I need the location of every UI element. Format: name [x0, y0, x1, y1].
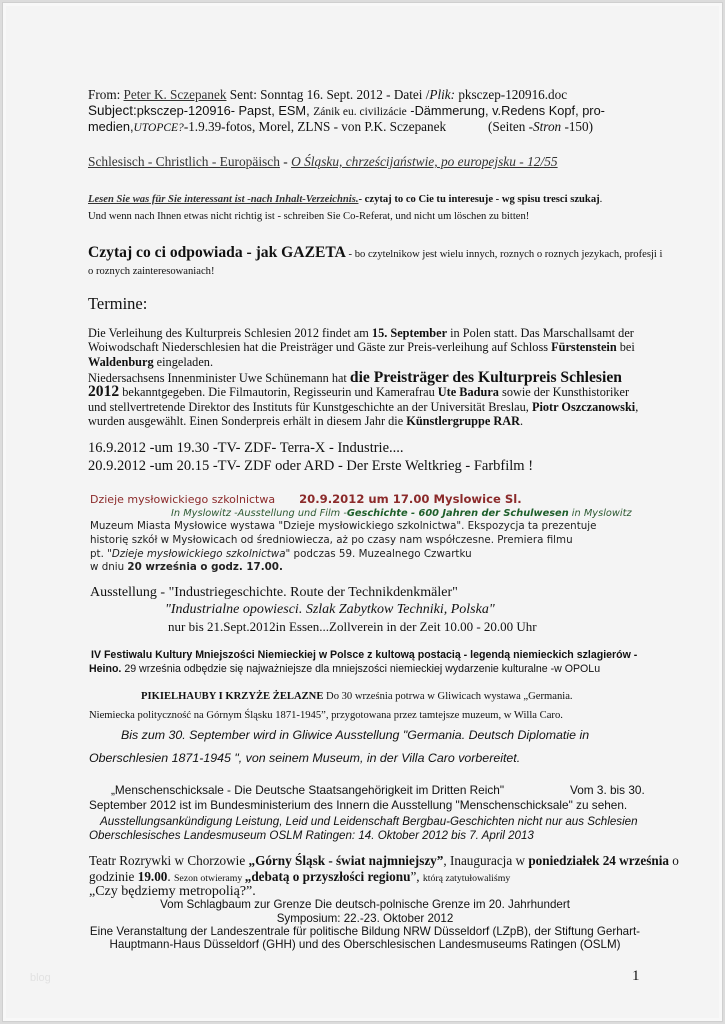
dzieje-line-3: [90, 547, 472, 561]
tv-entry-1: 16.9.2012 -um 19.30 -TV- ZDF- Terra-X - Industrie....: [88, 440, 404, 456]
menschen-line-3: Ausstellungsankündigung Leistung, Leid und Leidenschaft Bergbau-Geschichten nicht nur aus Schlesien: [100, 815, 638, 828]
toc-link[interactable]: Lesen Sie was für Sie interessant ist -nach Inhalt-Verzeichnis.: [88, 194, 359, 205]
subject-text-b: Zánik eu. civilizácie: [313, 106, 407, 118]
termine-heading: Termine:: [88, 294, 148, 313]
dzieje-title: Dzieje mysłowickiego szkolnictwa: [90, 493, 276, 506]
section-title-pl-link[interactable]: O Śląsku, chrześcijaństwie, po europejsku - 12/55: [291, 154, 558, 169]
menschen-line-4: Oberschlesisches Landesmuseum OSLM Ratingen: 14. Oktober 2012 bis 7. April 2013: [89, 829, 534, 842]
p2-name-1: Ute Badura: [437, 385, 499, 400]
from-label: From:: [88, 87, 124, 102]
section-title: [88, 154, 558, 170]
festiwal-line-1: IV Festiwalu Kultury Mniejszości Niemieckiej w Polsce z kultową postacią - legendą niemieckich szlagierów -: [91, 649, 638, 661]
dzieje-line-1: Muzeum Miasta Mysłowice wystawa "Dzieje mysłowickiego szkolnictwa". Ekspozycja ta prezentuje: [90, 520, 597, 532]
p2-heading: die Preisträger des Kulturpreis Schlesien 2012: [88, 369, 622, 401]
gazeta-text: - bo czytelnikow jest wielu innych, roznych o roznych jezykach, profesji i: [345, 249, 663, 260]
dzieje-l3-c: " podczas 59. Muzealnego Czwartku: [285, 548, 472, 560]
pikielhauby-line-1: [141, 689, 573, 704]
ausstellung-label: Ausstellung -: [90, 585, 169, 600]
teatr-text-h: .: [167, 869, 174, 884]
dzieje-l4-b: 20 września o godz. 17.00.: [127, 561, 283, 573]
ausstellung-line-3: nur bis 21.Sept.2012in Essen...Zollverein in der Zeit 10.00 - 20.00 Uhr: [168, 619, 537, 634]
subject-text-a: pksczep-120916- Papst, ESM,: [136, 103, 314, 118]
subject-text-c: -Dämmerung, v.Redens Kopf, pro-: [406, 103, 605, 118]
plik-label: Plik:: [429, 87, 456, 102]
p2-text-3: sowie der Kunsthistoriker und stellvertretende Direktor des Instituts für Kunstgeschichte an der Universität Breslau,: [88, 385, 630, 414]
tv-entry-2: 20.9.2012 -um 20.15 -TV- ZDF oder ARD - Der Erste Weltkrieg - Farbfilm !: [88, 458, 534, 474]
ausstellung-line-1: [90, 585, 458, 602]
pages-label: (Seiten -: [488, 119, 534, 134]
document-page: [2, 2, 723, 1022]
gazeta-heading: Czytaj co ci odpowiada - jak GAZETA: [88, 244, 346, 261]
menschen-line-2: September 2012 ist im Bundesministerium des Innern die Ausstellung "Menschenschicksale" zu sehen.: [89, 798, 628, 812]
gazeta-line-2: o roznych zainteresowaniach!: [88, 266, 215, 277]
teatr-text-c: , Inauguracja w: [443, 853, 529, 868]
dzieje-l3-a: pt. ": [90, 548, 112, 560]
germania-de-line-1: Bis zum 30. September wird in Gliwice Ausstellung "Germania. Deutsch Diplomatie in: [121, 728, 590, 742]
teatr-text-a: Teatr Rozrywki w Chorzowie: [89, 853, 249, 868]
file-name: pksczep-120916.doc: [455, 87, 568, 102]
subject-text-f: -1.9.39-fotos, Morel, ZLNS - von P.K. Sczepanek: [183, 119, 447, 134]
vom-line-3: Eine Veranstaltung der Landeszentrale für politische Bildung NRW Düsseldorf (LZpB), der Stiftung Gerhart-: [89, 925, 641, 938]
ausstellung-line-2: "Industrialne opowiesci. Szlak Zabytkow Techniki, Polska": [165, 602, 495, 617]
pages-value: -150): [561, 119, 594, 134]
teatr-time: 19.00: [137, 869, 168, 884]
p2-group: Künstlergruppe RAR: [406, 413, 521, 428]
subject-text-e: UTOPCE?: [133, 122, 184, 134]
subject-text-d: medien,: [88, 119, 134, 134]
sent-date: Sent: Sonntag 16. Sept. 2012 - Datei /: [226, 87, 430, 102]
dzieje-date: 20.9.2012 um 17.00 Myslowice Sl.: [299, 492, 522, 506]
termine-paragraph-1: [88, 326, 643, 369]
festiwal-line-2: [89, 662, 600, 676]
festiwal-text: 29 września odbędzie się najważniejsze dla mniejszości niemieckiej wydarzenie kulturalne -w OPOLu: [121, 663, 601, 675]
section-title-separator: -: [279, 154, 292, 169]
menschen-line-1: „Menschenschicksale - Die Deutsche Staatsangehörigkeit im Dritten Reich": [111, 783, 505, 797]
dzieje-sub-a: In Myslowitz -Ausstellung und Film -: [171, 508, 347, 519]
email-from-line: [88, 87, 567, 103]
germania-de-line-2: Oberschlesien 1871-1945 ", von seinem Museum, in der Villa Caro vorbereitet.: [89, 751, 521, 765]
intro-dot: .: [599, 194, 603, 205]
email-subject-line-2: [88, 119, 446, 136]
teatr-line-3: „Czy będziemy metropolią?”.: [89, 884, 256, 899]
p2-text-4: , wurden ausgewählt. Einen Sonderpreis erhält in diesem Jahr die: [88, 399, 639, 428]
p2-name-2: Piotr Oszczanowski: [531, 399, 636, 414]
teatr-debate: „debatą o przyszłości regionu: [244, 869, 411, 884]
p2-dot: .: [520, 413, 524, 428]
watermark: blog: [30, 972, 51, 984]
p2-text: Niedersachsens Innenminister Uwe Schünemann hat: [88, 371, 350, 385]
festiwal-heino: Heino.: [89, 663, 122, 675]
pikielhauby-line-2: Niemiecka polityczność na Górnym Śląsku 1871-1945”, przygotowana przez tamtejsze muzeum, w Willa Caro.: [89, 710, 563, 721]
intro-und-line: Und wenn nach Ihnen etwas nicht richtig ist - schreiben Sie Co-Referat, und nicht um löschen zu bitten!: [88, 211, 530, 222]
page-number: 1: [632, 968, 640, 984]
teatr-date: poniedziałek 24 września: [528, 853, 669, 868]
vom-line-1: Vom Schlagbaum zur Grenze Die deutsch-polnische Grenze im 20. Jahrhundert: [160, 898, 570, 911]
teatr-text-k: ”,: [410, 869, 423, 884]
vom-line-4: Hauptmann-Haus Düsseldorf (GHH) und des Oberschlesischen Landesmuseums Ratingen (OSLM): [109, 938, 621, 951]
p1-place: Fürstenstein: [551, 340, 617, 355]
dzieje-title-line: [90, 492, 522, 507]
teatr-text-l: którą zatytułowaliśmy: [422, 873, 511, 884]
p1-text: Die Verleihung des Kulturpreis Schlesien 2012 findet am: [88, 326, 372, 340]
email-subject-line: [88, 103, 605, 120]
teatr-line-1: [89, 853, 679, 869]
p1-date: 15. September: [371, 326, 448, 340]
p2-text-2: bekanntgegeben. Die Filmautorin, Regisseurin und Kamerafrau: [119, 385, 438, 400]
termine-paragraph-2: [88, 371, 643, 428]
section-title-de-link[interactable]: Schlesisch - Christlich - Europäisch: [88, 154, 280, 169]
dzieje-line-2: historię szkół w Mysłowicach od średniowiecza, aż po czasy nam współczesne. Premiera filmu: [90, 534, 573, 546]
menschen-date: Vom 3. bis 30.: [570, 783, 645, 797]
dzieje-sub-b: Geschichte - 600 Jahren der Schulwesen: [346, 508, 569, 519]
p1-text-3: bei: [616, 340, 635, 355]
intro-lesen-line: [88, 193, 602, 207]
teatr-text-f: godzinie: [89, 869, 138, 884]
subject-label: Subject:: [88, 103, 137, 118]
teatr-text-i: Sezon otwieramy: [173, 873, 245, 884]
dzieje-line-4: [90, 560, 283, 574]
gazeta-line: [88, 244, 662, 262]
intro-polish: - czytaj to co Cie tu interesuje - wg spisu tresci szukaj: [358, 194, 600, 205]
dzieje-sub-c: in Myslowitz: [568, 508, 632, 519]
teatr-title: „Górny Śląsk - świat najmniejszy”: [248, 853, 444, 868]
dzieje-l4-a: w dniu: [90, 561, 128, 573]
pages-count: [488, 119, 593, 135]
pikielhauby-text: Do 30 września potrwa w Gliwicach wystawa „Germania.: [323, 691, 573, 702]
ausstellung-title-de: "Industriegeschichte. Route der Technikdenkmäler": [168, 585, 458, 600]
p1-town: Waldenburg: [88, 354, 154, 369]
p1-text-2: in Polen statt. Das Marschallsamt der Woiwodschaft Niederschlesien hat die Preisträger und Gäste zur Preis-verleihung auf Schloss: [88, 326, 634, 355]
pikielhauby-title: PIKIELHAUBY I KRZYŻE ŻELAZNE: [141, 691, 324, 702]
teatr-text-e: o: [669, 853, 679, 868]
sender-link[interactable]: Peter K. Sczepanek: [123, 87, 227, 102]
pages-label-pl: Stron: [533, 119, 562, 134]
p1-text-4: eingeladen.: [153, 354, 214, 369]
dzieje-l3-b: Dzieje mysłowickiego szkolnictwa: [111, 548, 286, 560]
vom-line-2: Symposium: 22.-23. Oktober 2012: [276, 912, 454, 925]
